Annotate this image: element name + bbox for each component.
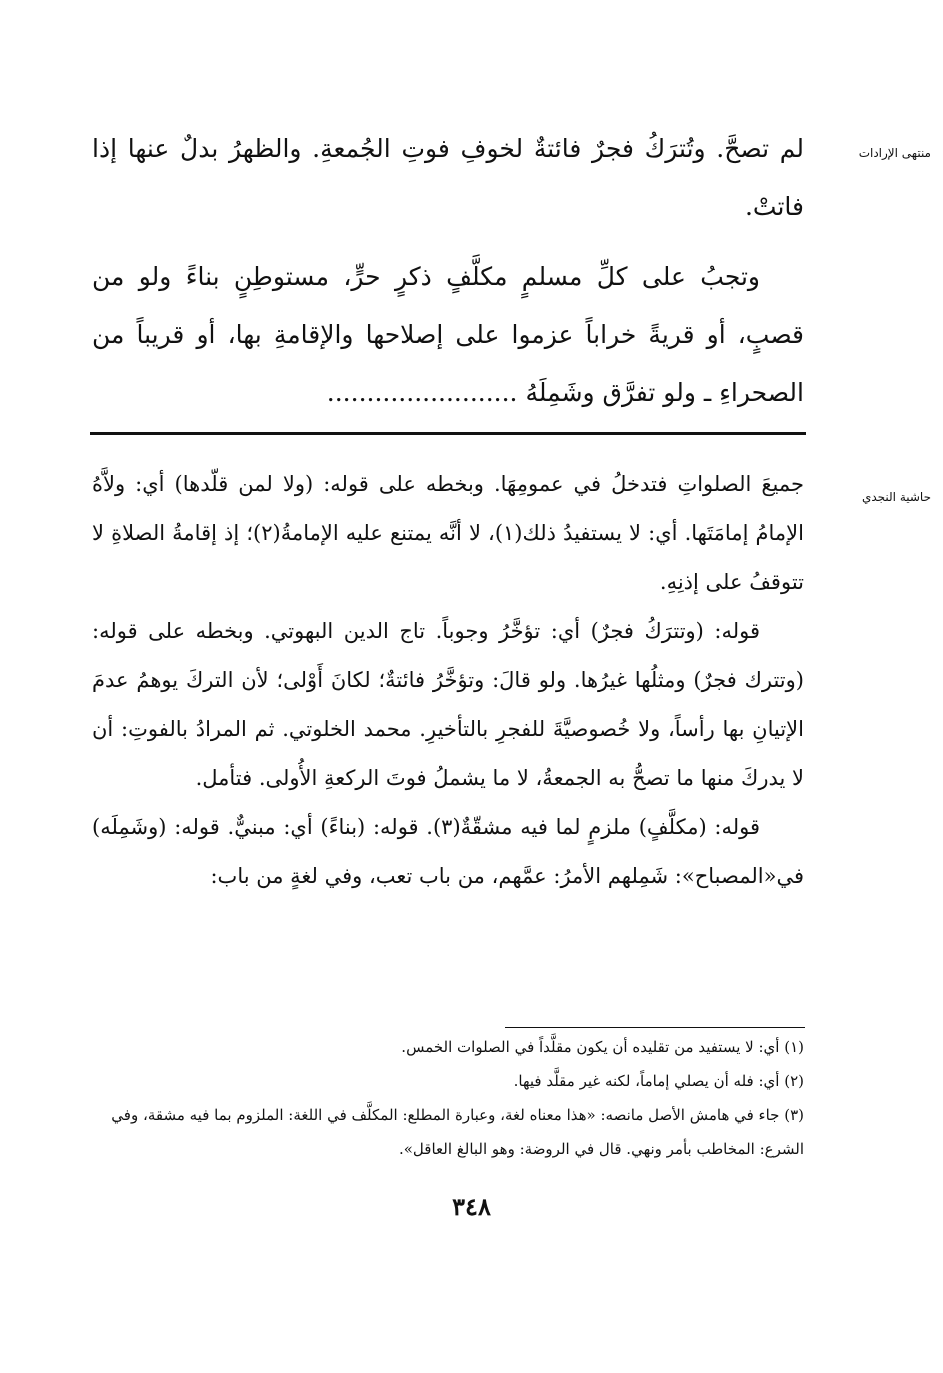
footnote: (٢) أي: فله أن يصلي إماماً، لكنه غير مقلَّد فيها.: [513, 1072, 804, 1090]
matn-paragraph: لم تصحَّ. وتُترَكُ فجرٌ فائتةٌ لخوفِ فوتِ الجُمعةِ. والظهرُ بدلٌ عنها إذا فاتتْ.: [92, 134, 804, 221]
hashiya-paragraph: قوله: (مكلَّفٍ) ملزمٍ لما فيه مشقّةٌ(٣). قوله: (بناءً) أي: مبنيٌّ. قوله: (وشَمِلَه) في«المصباح»: شَمِلهم الأمرُ: عمَّهم، من باب تعب، وفي لغةٍ من باب:: [92, 815, 804, 888]
footnote: (١) أي: لا يستفيد من تقليده أن يكون مقلَّداً في الصلوات الخمس.: [401, 1038, 804, 1056]
page-number: ٣٤٨: [452, 1192, 491, 1221]
footnote: (٣) جاء في هامش الأصل مانصه: «هذا معناه لغة، وعبارة المطلع: المكلَّف في اللغة: الملزوم بما فيه مشقة، وفي الشرع: المخاطب بأمر ونهي. قال في الروضة: وهو البالغ العاقل».: [111, 1106, 804, 1158]
hashiya-side-label: حاشية النجدي: [861, 490, 931, 504]
section-divider: [90, 432, 806, 435]
hashiya-text: [92, 460, 804, 901]
matn-side-label: منتهى الإرادات: [858, 146, 931, 160]
footnotes: [92, 1030, 804, 1166]
hashiya-paragraph: جميعَ الصلواتِ فتدخلُ في عمومِهَا. وبخطه على قوله: (ولا لمن قلّدها) أي: ولاَّهُ الإمامُ إمامَتَها. أي: لا يستفيدُ ذلك(١)، لا أنَّه يمتنع عليه الإمامةُ(٢)؛ إذ إقامةُ الصلاةِ لا تتوقفُ على إذنِهِ.: [92, 472, 804, 594]
matn-text: [92, 120, 804, 422]
hashiya-paragraph: قوله: (وتترَكُ فجرٌ) أي: تؤخَّرُ وجوباً. تاج الدين البهوتي. وبخطه على قوله: (وتترك فجرٌ) ومثلُها غيرُها. ولو قالَ: وتؤخَّرُ فائتةٌ؛ لكانَ أَوْلى؛ لأن التركَ يوهمُ عدمَ الإتيانِ بها رأساً، ولا خُصوصيَّةَ للفجرِ بالتأخيرِ. محمد الخلوتي. ثم المرادُ بالفوتِ: أن لا يدركَ منها ما تصحُّ به الجمعةُ، لا ما يشملُ فوتَ الركعةِ الأُولى. فتأمل.: [92, 619, 804, 790]
footnote-divider: [505, 1027, 805, 1028]
matn-paragraph: وتجبُ على كلِّ مسلمٍ مكلَّفٍ ذكرٍ حرٍّ، مستوطِنٍ بناءً ولو من قصبٍ، أو قريةً خراباً عزموا على إصلاحها والإقامةِ بها، أو قريباً من الصحراءِ ـ ولو تفرَّق وشَمِلَهُ ........................: [92, 262, 804, 407]
